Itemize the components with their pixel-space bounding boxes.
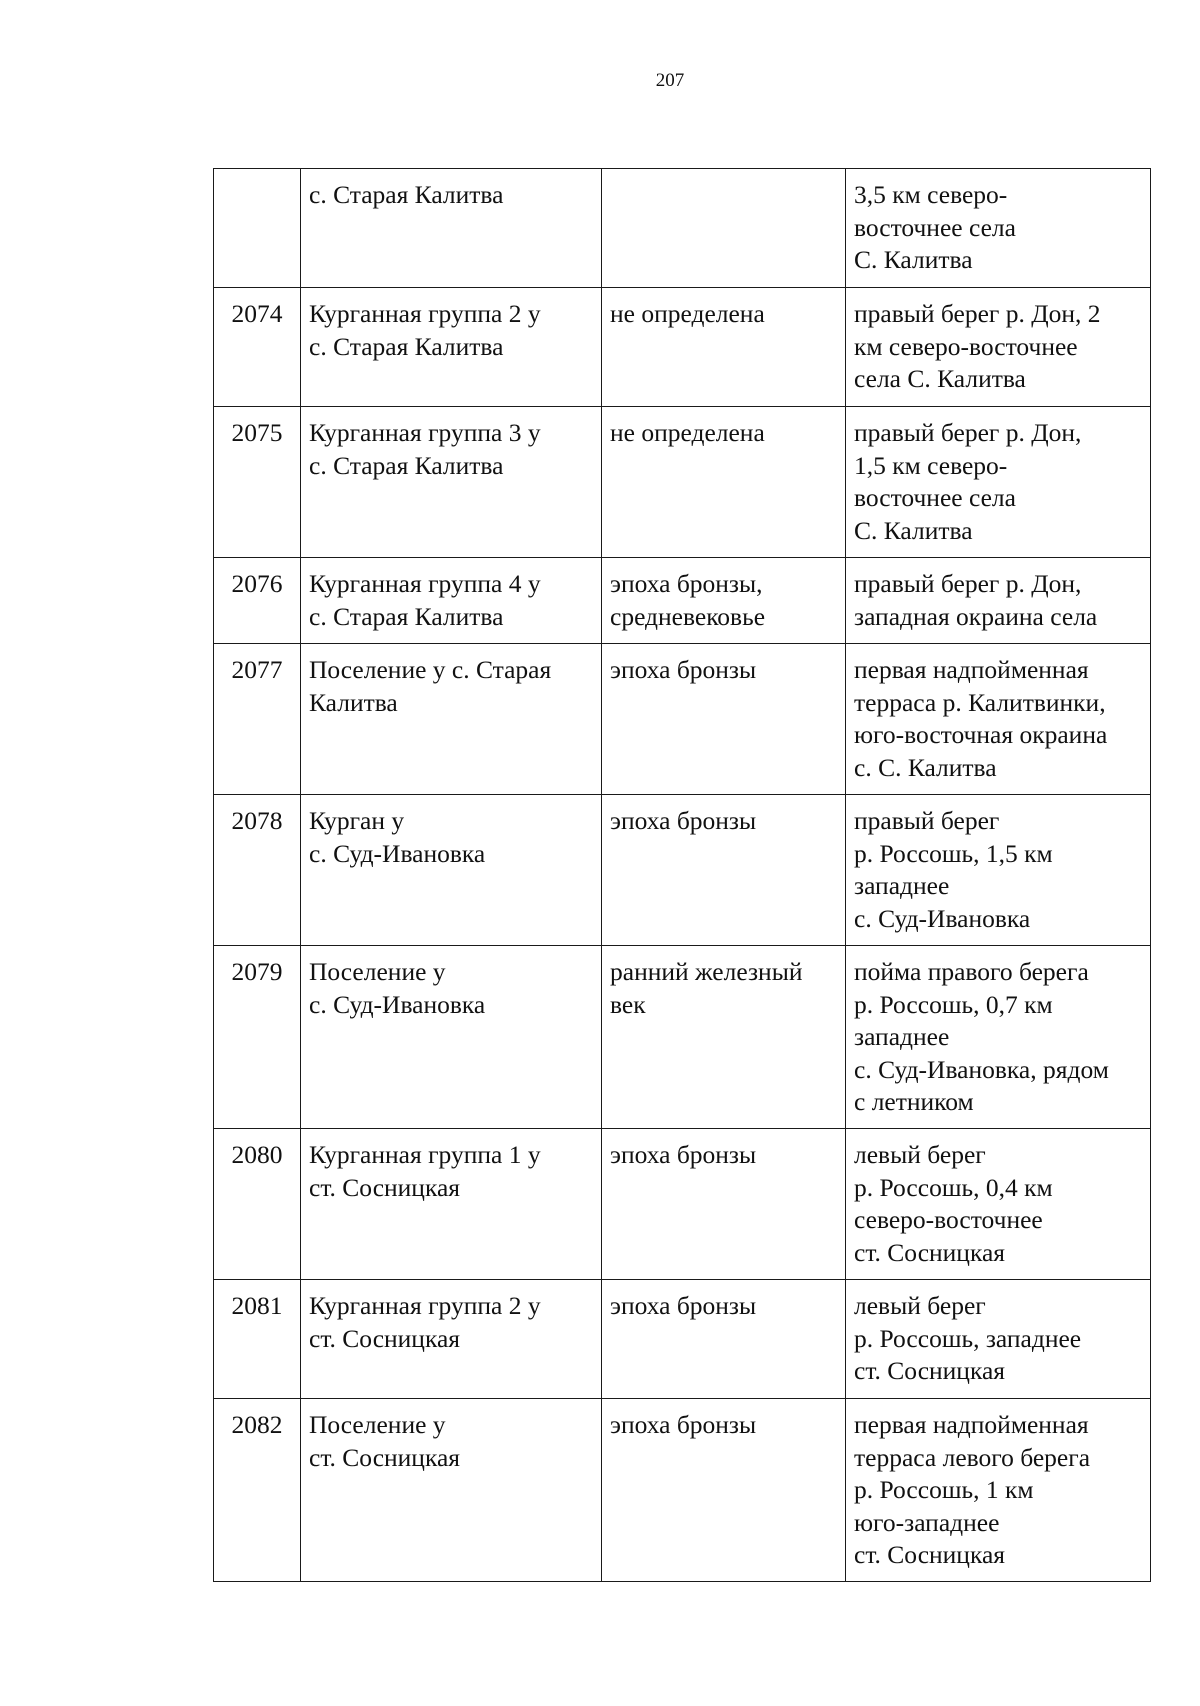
site-era-cell: эпоха бронзы, средневековье xyxy=(602,558,846,644)
site-name-cell: Поселение у ст. Сосницкая xyxy=(301,1399,602,1582)
site-location-cell: правый берег р. Дон, 2 км северо-восточнее села С. Калитва xyxy=(846,288,1151,407)
site-number-cell: 2082 xyxy=(214,1399,301,1582)
site-location-cell: правый берег р. Дон, 1,5 км северо- восточнее села С. Калитва xyxy=(846,407,1151,558)
site-era-cell xyxy=(602,169,846,288)
site-number-cell: 2079 xyxy=(214,946,301,1129)
site-name-cell: Курганная группа 4 у с. Старая Калитва xyxy=(301,558,602,644)
site-name-cell: Курганная группа 2 у с. Старая Калитва xyxy=(301,288,602,407)
table-row xyxy=(214,644,1151,795)
table-row xyxy=(214,169,1151,288)
table-row xyxy=(214,288,1151,407)
table-row xyxy=(214,795,1151,946)
table-row xyxy=(214,558,1151,644)
site-era-cell: не определена xyxy=(602,288,846,407)
site-location-cell: пойма правого берега р. Россошь, 0,7 км западнее с. Суд-Ивановка, рядом с летником xyxy=(846,946,1151,1129)
table-row xyxy=(214,946,1151,1129)
site-location-cell: первая надпойменная терраса р. Калитвинки, юго-восточная окраина с. С. Калитва xyxy=(846,644,1151,795)
site-era-cell: ранний железный век xyxy=(602,946,846,1129)
site-name-cell: Поселение у с. Старая Калитва xyxy=(301,644,602,795)
site-location-cell: правый берег р. Россошь, 1,5 км западнее с. Суд-Ивановка xyxy=(846,795,1151,946)
site-location-cell: 3,5 км северо- восточнее села С. Калитва xyxy=(846,169,1151,288)
site-name-cell: Курган у с. Суд-Ивановка xyxy=(301,795,602,946)
site-era-cell: эпоха бронзы xyxy=(602,1280,846,1399)
site-number-cell: 2074 xyxy=(214,288,301,407)
site-era-cell: эпоха бронзы xyxy=(602,1129,846,1280)
site-era-cell: эпоха бронзы xyxy=(602,795,846,946)
site-number-cell: 2076 xyxy=(214,558,301,644)
site-number-cell: 2075 xyxy=(214,407,301,558)
table-row xyxy=(214,1129,1151,1280)
page-number: 207 xyxy=(655,70,685,91)
site-name-cell: Курганная группа 2 у ст. Сосницкая xyxy=(301,1280,602,1399)
table-row xyxy=(214,1399,1151,1582)
site-name-cell: Курганная группа 1 у ст. Сосницкая xyxy=(301,1129,602,1280)
site-number-cell: 2081 xyxy=(214,1280,301,1399)
site-era-cell: не определена xyxy=(602,407,846,558)
site-number-cell: 2077 xyxy=(214,644,301,795)
site-location-cell: правый берег р. Дон, западная окраина села xyxy=(846,558,1151,644)
site-number-cell: 2078 xyxy=(214,795,301,946)
site-name-cell: Поселение у с. Суд-Ивановка xyxy=(301,946,602,1129)
site-era-cell: эпоха бронзы xyxy=(602,1399,846,1582)
site-name-cell: Курганная группа 3 у с. Старая Калитва xyxy=(301,407,602,558)
heritage-sites-table xyxy=(213,168,1151,1582)
table-row xyxy=(214,1280,1151,1399)
site-number-cell: 2080 xyxy=(214,1129,301,1280)
table-row xyxy=(214,407,1151,558)
site-name-cell: с. Старая Калитва xyxy=(301,169,602,288)
site-location-cell: левый берег р. Россошь, 0,4 км северо-восточнее ст. Сосницкая xyxy=(846,1129,1151,1280)
site-number-cell xyxy=(214,169,301,288)
site-location-cell: левый берег р. Россошь, западнее ст. Сосницкая xyxy=(846,1280,1151,1399)
site-location-cell: первая надпойменная терраса левого берега р. Россошь, 1 км юго-западнее ст. Сосницкая xyxy=(846,1399,1151,1582)
site-era-cell: эпоха бронзы xyxy=(602,644,846,795)
